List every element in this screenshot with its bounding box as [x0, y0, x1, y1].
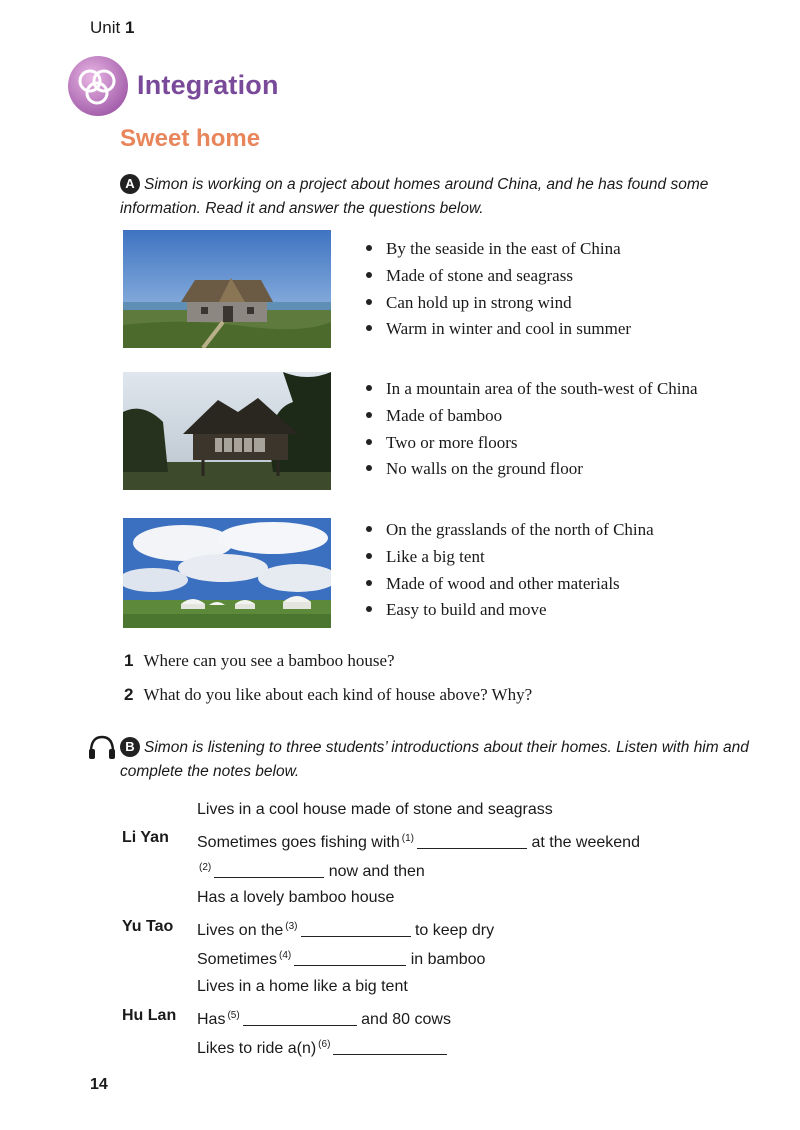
note-line: Sometimes goes fishing with $^{(1)}$ at the weekend	[197, 833, 640, 851]
answer-blank-1[interactable]	[417, 832, 527, 849]
house-1-bullets	[366, 236, 766, 343]
unit-number: 1	[124, 18, 135, 37]
bullet-item: By the seaside in the east of China	[366, 236, 766, 263]
section-subtitle: Sweet home	[120, 125, 261, 152]
note-line: Lives in a cool house made of stone and seagrass	[197, 801, 553, 818]
answer-blank-3[interactable]	[301, 920, 411, 937]
section-title: Integration	[137, 70, 279, 100]
note-line: Lives on the $^{(3)}$ to keep dry	[197, 921, 495, 939]
note-line: Lives in a home like a big tent	[197, 978, 408, 995]
note-line: Has $^{(5)}$ and 80 cows	[197, 1010, 451, 1028]
integration-icon	[66, 55, 130, 117]
bullet-item: On the grasslands of the north of China	[366, 517, 766, 544]
bamboo-house-photo	[123, 372, 331, 490]
bullet-item: Two or more floors	[366, 430, 766, 457]
note-line: Sometimes $^{(4)}$ in bamboo	[197, 950, 486, 968]
bullet-item: Made of stone and seagrass	[366, 263, 766, 290]
question-2: 2 What do you like about each kind of house above? Why?	[124, 685, 533, 704]
question-1: 1 Where can you see a bamboo house?	[124, 651, 395, 670]
grassland-yurt-photo	[123, 514, 331, 632]
student-name: Yu Tao	[122, 918, 174, 935]
part-a-badge: A	[120, 174, 140, 194]
bullet-item: Easy to build and move	[366, 597, 766, 624]
answer-blank-4[interactable]	[294, 949, 406, 966]
part-b-badge: B	[120, 737, 140, 757]
part-b-instruction	[120, 736, 770, 784]
page-number: 14	[90, 1076, 108, 1093]
house-3-bullets	[366, 517, 766, 624]
bullet-item: In a mountain area of the south-west of China	[366, 376, 766, 403]
unit-prefix: Unit	[90, 18, 121, 37]
headphones-icon	[87, 734, 117, 760]
student-name: Hu Lan	[122, 1007, 177, 1024]
part-a-instruction-text: Simon is working on a project about homes around China, and he has found some information. Read it and answer the questions below.	[120, 176, 709, 217]
bullet-item: No walls on the ground floor	[366, 456, 766, 483]
part-a-instruction	[120, 173, 760, 221]
bullet-item: Can hold up in strong wind	[366, 290, 766, 317]
house-2-bullets	[366, 376, 766, 483]
unit-label	[90, 18, 134, 38]
note-line: Likes to ride a(n) $^{(6)}$	[197, 1031, 447, 1059]
bullet-item: Warm in winter and cool in summer	[366, 316, 766, 343]
bullet-item: Made of wood and other materials	[366, 571, 766, 598]
part-b-instruction-text: Simon is listening to three students’ introductions about their homes. Listen with him and complete the notes below.	[120, 739, 749, 780]
note-line: Has a lovely bamboo house	[197, 889, 395, 906]
seaside-stone-house-photo	[123, 230, 331, 348]
bullet-item: Like a big tent	[366, 544, 766, 571]
answer-blank-2[interactable]	[214, 861, 324, 878]
note-line: $^{(2)}$ now and then	[199, 862, 425, 880]
student-name: Li Yan	[122, 829, 169, 846]
bullet-item: Made of bamboo	[366, 403, 766, 430]
answer-blank-5[interactable]	[243, 1009, 357, 1026]
answer-blank-6[interactable]	[333, 1038, 447, 1055]
